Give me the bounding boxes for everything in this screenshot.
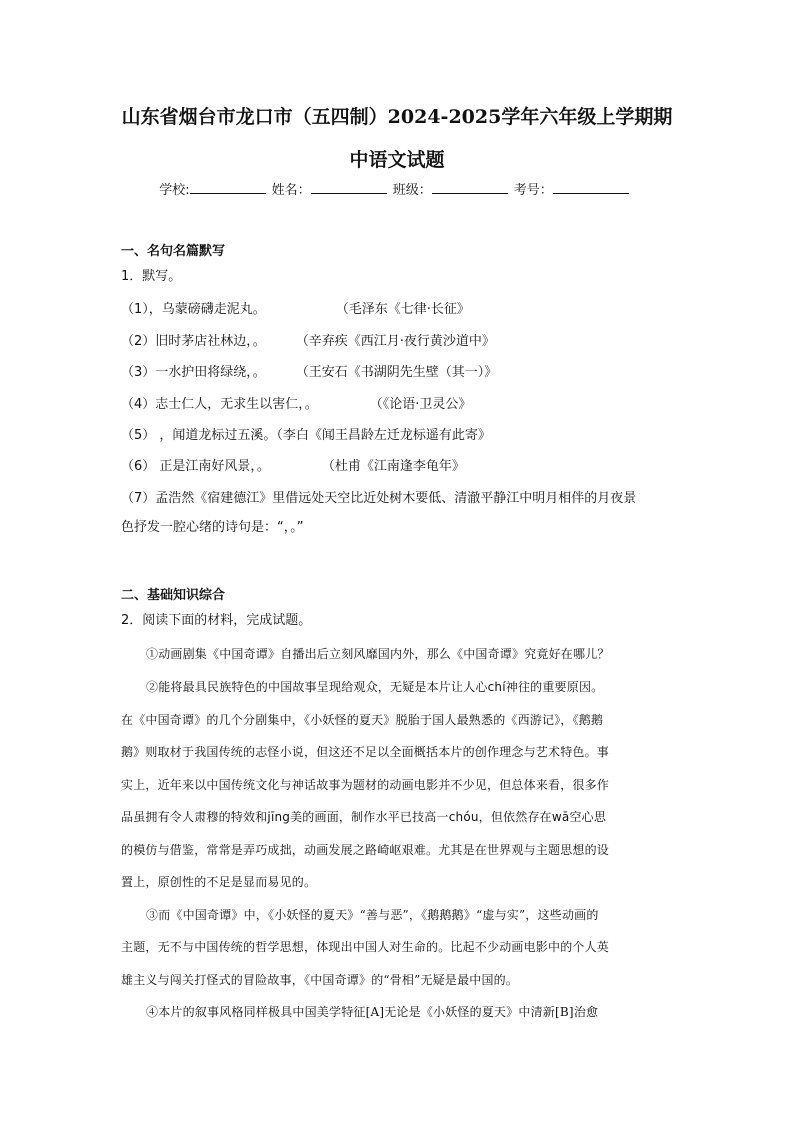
name-blank (311, 180, 387, 194)
q1-item-6-source: （杜甫《江南逢李龟年》 (321, 459, 465, 474)
q1-item-2-source: （辛弃疾《西江月·夜行黄沙道中》 (295, 334, 495, 349)
q1-item-4-text: （4）志士仁人，无求生以害仁，。 (121, 397, 318, 412)
para2-l5-a: 品虽拥有令人肃穆的特效和 (121, 810, 268, 824)
school-label: 学校: (159, 183, 190, 198)
question2-prompt: 2．阅读下面的材料，完成试题。 (121, 613, 312, 628)
q1-item-3-text: （3）一水护田将绿绕，。 (121, 365, 266, 380)
q1-item-5-text: （5） ，闻道龙标过五溪。 (121, 428, 277, 443)
exam-no-blank (553, 180, 629, 194)
q1-item-1-text: （1），乌蒙磅礴走泥丸。 (121, 302, 266, 317)
q1-item-1 (121, 301, 470, 319)
passage-para2-line3: 鹅》则取材于我国传统的志怪小说，但这还不足以全面概括本片的创作理念与艺术特色。事 (121, 745, 610, 759)
q1-item-4-source: （《论语·卫灵公》 (369, 397, 472, 412)
pinyin-jing: jīng (267, 810, 291, 824)
para2-text-b: 神往的重要原因。 (505, 680, 604, 694)
passage-para1: ①动画剧集《中国奇谭》自播出后立刻风靡国内外，那么《中国奇谭》究竟好在哪儿？ (146, 647, 610, 661)
passage-para2-line2: 在《中国奇谭》的几个分剧集中，《小妖怪的夏天》脱胎于国人最熟悉的《西游记》，《鹅鹅 (121, 713, 604, 727)
passage-para2-line7: 置上，原创性的不足是显而易见的。 (121, 875, 317, 889)
q1-item-1-source: （毛泽东《七律·长征》 (335, 302, 470, 317)
passage-para3-line2: 主题，无不与中国传统的哲学思想，体现出中国人对生命的。比起不少动画电影中的个人英 (121, 940, 610, 954)
q1-item-4 (121, 396, 471, 414)
pinyin-chi: chí (487, 680, 506, 694)
passage-para4-line1: ④本片的叙事风格同样极具中国美学特征[A]无论是《小妖怪的夏天》中清新[B]治愈 (146, 1005, 599, 1019)
section1-heading: 一、名句名篇默写 (121, 244, 226, 259)
passage-para2-line5 (121, 808, 606, 826)
para2-l5-b: 美的画面，制作水平已技高一 (290, 810, 449, 824)
student-info-row (0, 180, 794, 200)
q1-item-5-source: （李白《闻王昌龄左迁龙标遥有此寄》 (276, 428, 491, 443)
pinyin-wa: wā (551, 810, 570, 824)
school-blank (190, 180, 266, 194)
q1-item-7-line1: （7）孟浩然《宿建德江》里借远处天空比近处树木要低、清澈平静江中明月相伴的月夜景 (121, 491, 637, 506)
pinyin-chou: chóu (448, 810, 479, 824)
q1-item-6 (121, 458, 465, 476)
class-label: 班级： (392, 183, 432, 198)
question1-prompt: 1．默写。 (121, 269, 182, 284)
q1-item-3-source: （王安石《书湖阴先生壁（其一）》 (295, 365, 498, 380)
section2-heading: 二、基础知识综合 (121, 588, 226, 603)
exam-title-line1: 山东省烟台市龙口市（五四制）2024-2025学年六年级上学期期 (121, 106, 673, 128)
exam-title-line2: 中语文试题 (349, 149, 445, 171)
q1-item-2-text: （2）旧时茅店社林边，。 (121, 334, 266, 349)
passage-para2-line4: 实上，近年来以中国传统文化与神话故事为题材的动画电影并不少见，但总体来看，很多作 (121, 778, 610, 792)
passage-para3-line3: 雄主义与闯关打怪式的冒险故事，《中国奇谭》的“骨相”无疑是最中国的。 (121, 973, 519, 987)
exam-no-label: 考号： (513, 183, 553, 198)
para2-l5-d: 空心思 (569, 810, 607, 824)
class-blank (432, 180, 508, 194)
passage-para2-line6: 的模仿与借鉴，常常是弄巧成拙，动画发展之路崎岖艰难。尤其是在世界观与主题思想的设 (121, 843, 610, 857)
name-label: 姓名： (271, 183, 311, 198)
passage-para2-line1 (146, 678, 603, 696)
para2-l5-c: ，但依然存在 (478, 810, 552, 824)
para2-text-a: ②能将最具民族特色的中国故事呈现给观众，无疑是本片让人心 (146, 680, 488, 694)
passage-para3-line1: ③而《中国奇谭》中，《小妖怪的夏天》“善与恶”，《鹅鹅鹅》“虚与实”，这些动画的 (146, 908, 599, 922)
q1-item-6-text: （6） 正是江南好风景，。 (121, 459, 270, 474)
q1-item-5 (121, 427, 491, 445)
q1-item-7-line2: 色抒发一腔心绪的诗句是：“，。” (121, 520, 304, 535)
q1-item-2 (121, 333, 495, 351)
q1-item-3 (121, 364, 497, 382)
